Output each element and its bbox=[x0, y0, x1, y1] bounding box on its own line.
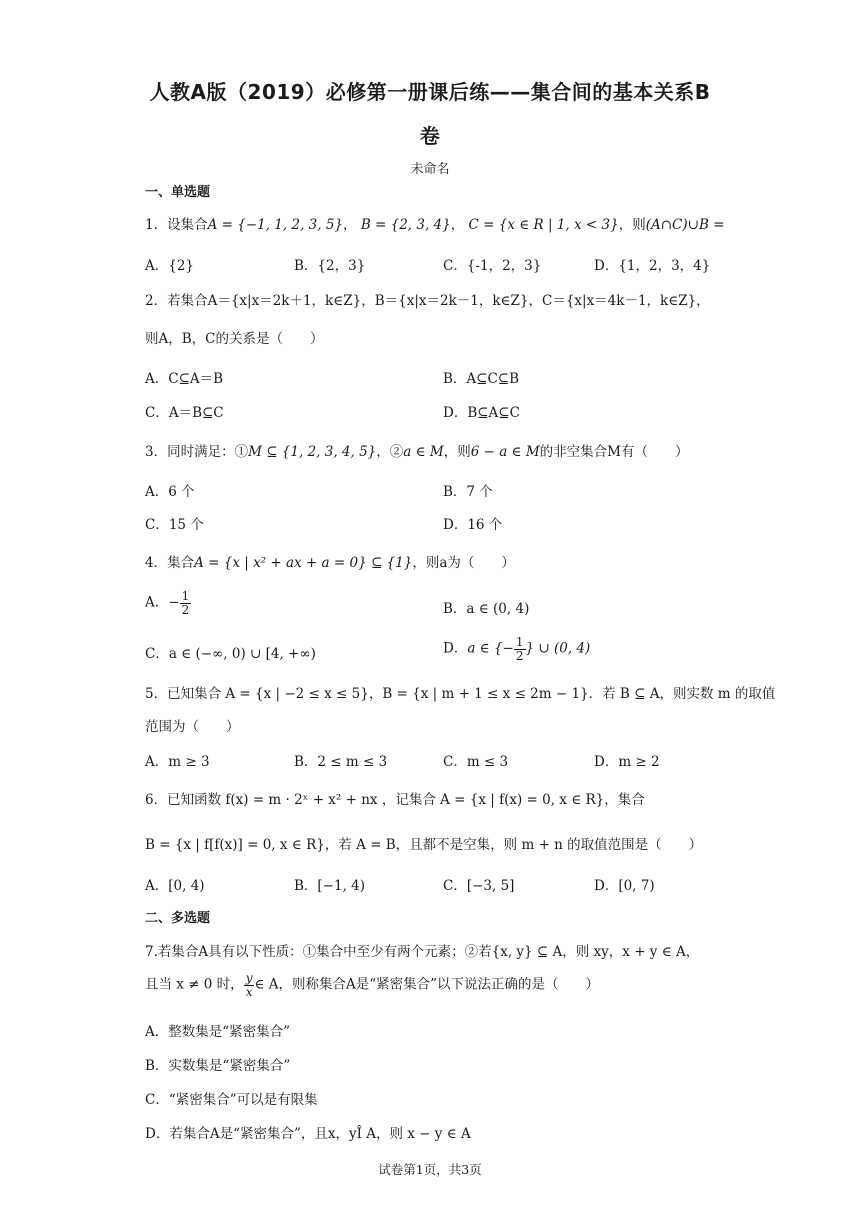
question-3-cond-3: 6 − a ∈ M bbox=[470, 444, 540, 460]
fraction-numerator: y bbox=[245, 971, 253, 985]
question-7-line-2-pre: 且当 x ≠ 0 时， bbox=[145, 976, 244, 993]
question-2-line-1: 2．若集合A＝{x|x＝2k＋1，k∈Z}，B＝{x|x＝2k－1，k∈Z}，C＝{x|x＝4k－1，k∈Z}， bbox=[145, 293, 710, 309]
question-2-option-a: A．C⊆A＝B bbox=[145, 371, 224, 387]
question-4-option-a-fraction bbox=[180, 590, 192, 616]
question-3-pre: 3．同时满足：① bbox=[145, 444, 249, 460]
question-1: 1．设集合A = {−1, 1, 2, 3, 5}， B = {2, 3, 4}， C = {x ∈ R | 1, x < 3}，则(A∩C)∪B = bbox=[145, 217, 725, 233]
question-4-option-c: C．a ∈ (−∞, 0) ∪ [4, +∞) bbox=[145, 646, 316, 662]
question-7-line-2 bbox=[145, 972, 599, 998]
question-2-option-b: B．A⊆C⊆B bbox=[443, 371, 520, 387]
question-6-line-1: 6．已知函数 f(x) = m · 2ˣ + x² + nx ，记集合 A = {x | f(x) = 0, x ∈ R}，集合 bbox=[145, 792, 645, 808]
question-7-line-1: 7.若集合A具有以下性质：①集合中至少有两个元素；②若{x, y} ⊆ A，则 xy，x + y ∈ A， bbox=[145, 944, 700, 960]
fraction-numerator: 1 bbox=[515, 635, 524, 649]
section-single-choice: 一、单选题 bbox=[145, 185, 211, 200]
question-1-option-d: D．{1，2，3，4} bbox=[594, 258, 711, 274]
question-2-option-c: C．A＝B⊆C bbox=[145, 405, 224, 421]
question-1-set-c: C = {x ∈ R | 1, x < 3} bbox=[468, 217, 619, 233]
question-5-option-c: C．m ≤ 3 bbox=[443, 754, 509, 770]
question-7-option-a: A．整数集是“紧密集合” bbox=[145, 1024, 291, 1040]
question-4 bbox=[145, 551, 515, 571]
question-7-option-d: D．若集合A是“紧密集合”，且x，yÎ A，则 x − y ∈ A bbox=[145, 1126, 471, 1142]
question-6-option-c: C．[−3, 5] bbox=[443, 878, 515, 894]
question-1-option-c: C．{-1，2，3} bbox=[443, 258, 542, 274]
question-5-line-2: 范围为（ ） bbox=[145, 719, 240, 735]
question-4-option-a bbox=[145, 590, 191, 616]
question-4-set: A = {x | x² + ax + a = 0} ⊆ {1} bbox=[194, 555, 413, 571]
question-2-line-2: 则A，B，C的关系是（ ） bbox=[145, 331, 324, 347]
page-title: 人教A版（2019）必修第一册课后练——集合间的基本关系B bbox=[149, 80, 711, 104]
fraction-denominator: 2 bbox=[515, 648, 524, 663]
question-4-option-a-sign: − bbox=[168, 594, 180, 611]
question-5-option-a: A．m ≥ 3 bbox=[145, 754, 210, 770]
question-5-option-d: D．m ≥ 2 bbox=[594, 754, 660, 770]
question-1-option-b: B．{2，3} bbox=[294, 258, 366, 274]
question-7-fraction bbox=[244, 972, 255, 998]
question-4-option-d-pre: a ∈ {− bbox=[467, 640, 514, 657]
question-4-option-d-label: D． bbox=[443, 640, 468, 657]
question-3-cond-1: M ⊆ {1, 2, 3, 4, 5} bbox=[248, 444, 377, 460]
question-5-line-1: 5．已知集合 A = {x | −2 ≤ x ≤ 5}，B = {x | m + 1 ≤ x ≤ 2m − 1}．若 B ⊆ A，则实数 m 的取值 bbox=[145, 686, 776, 702]
question-1-option-a: A．{2} bbox=[145, 258, 195, 274]
question-3-option-b: B．7 个 bbox=[443, 484, 493, 500]
question-4-option-b: B．a ∈ (0, 4) bbox=[443, 601, 530, 617]
question-4-option-d-fraction bbox=[514, 636, 526, 662]
question-5-option-b: B．2 ≤ m ≤ 3 bbox=[294, 754, 388, 770]
page-footer: 试卷第1页，共3页 bbox=[378, 1162, 482, 1177]
question-1-tail: ，则 bbox=[618, 217, 646, 233]
question-6-option-a: A．[0, 4) bbox=[145, 878, 205, 894]
question-3-mid-2: ，则 bbox=[443, 444, 471, 460]
question-2-option-d: D．B⊆A⊆C bbox=[443, 405, 520, 421]
question-6-option-b: B．[−1, 4) bbox=[294, 878, 366, 894]
question-1-pre: 1．设集合 bbox=[145, 217, 208, 233]
fraction-denominator: x bbox=[245, 984, 253, 999]
page-title-continued: 卷 bbox=[419, 124, 441, 148]
question-4-tail: ，则a为（ ） bbox=[412, 555, 515, 571]
question-3-tail: 的非空集合M有（ ） bbox=[539, 444, 689, 460]
section-multiple-choice: 二、多选题 bbox=[145, 911, 211, 926]
question-3-option-d: D．16 个 bbox=[443, 517, 503, 533]
question-4-option-d bbox=[443, 636, 590, 662]
question-1-set-a: A = {−1, 1, 2, 3, 5} bbox=[207, 217, 344, 233]
fraction-denominator: 2 bbox=[181, 602, 190, 617]
question-3-cond-2: a ∈ M bbox=[403, 444, 444, 460]
author-label: 未命名 bbox=[410, 162, 450, 177]
question-3-mid: ，② bbox=[376, 444, 404, 460]
question-6-option-d: D．[0, 7) bbox=[594, 878, 655, 894]
question-6-line-2: B = {x | f[f(x)] = 0, x ∈ R}，若 A = B，且都不是空集，则 m + n 的取值范围是（ ） bbox=[145, 837, 703, 853]
question-3-option-a: A．6 个 bbox=[145, 484, 195, 500]
question-7-line-2-post: ∈ A，则称集合A是“紧密集合”以下说法正确的是（ ） bbox=[254, 976, 600, 993]
question-7-option-b: B．实数集是“紧密集合” bbox=[145, 1058, 291, 1074]
fraction-numerator: 1 bbox=[181, 589, 190, 603]
question-1-expr: (A∩C)∪B = bbox=[645, 217, 725, 233]
question-4-pre: 4．集合 bbox=[145, 555, 195, 571]
question-3-option-c: C．15 个 bbox=[145, 517, 204, 533]
question-4-option-a-label: A． bbox=[145, 594, 169, 611]
question-1-set-b: B = {2, 3, 4} bbox=[360, 217, 451, 233]
question-7-option-c: C．“紧密集合”可以是有限集 bbox=[145, 1092, 318, 1108]
question-3 bbox=[145, 440, 688, 460]
question-4-option-d-post: } ∪ (0, 4) bbox=[525, 640, 591, 657]
